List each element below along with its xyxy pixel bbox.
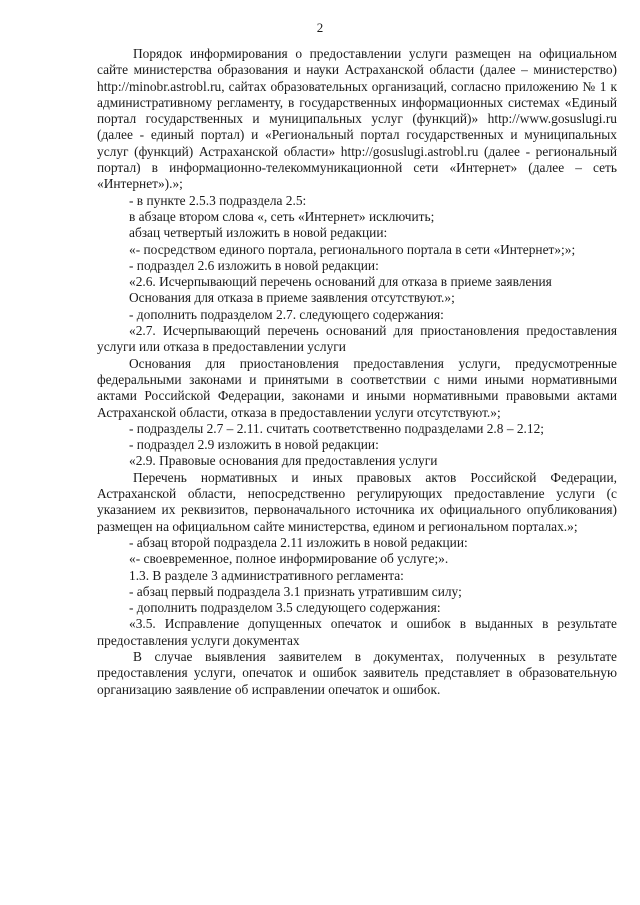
paragraph-2-6-heading: «2.6. Исчерпывающий перечень оснований для отказа в приеме заявления bbox=[129, 274, 552, 290]
paragraph-2-11-quote: «- своевременное, полное информирование об услуге;». bbox=[129, 551, 449, 567]
paragraph-fourth-abzac: абзац четвертый изложить в новой редакции: bbox=[129, 225, 388, 241]
paragraph-section-3: 1.3. В разделе 3 административного регламента: bbox=[129, 567, 404, 583]
paragraph-point-2-5-3: - в пункте 2.5.3 подраздела 2.5: bbox=[129, 192, 307, 208]
paragraph-2-11: - абзац второй подраздела 2.11 изложить в новой редакции: bbox=[129, 534, 468, 550]
paragraph-information-procedure: Порядок информирования о предоставлении услуги размещен на официальном сайте министерства образования и науки Астраханской области (далее – министерство) http://minobr.astrobl.ru, сайтах образовательных организаций, согласно приложению № 1 к административному регламенту, в государственных информационных системах «Единый портал государственных и муниципальных услуг (функций)» http://www.gosuslugi.ru (далее - единый портал) и «Региональный портал государственных и муниципальных услуг (функций) Астраханской области» http://gosuslugi.astrobl.ru (далее - региональный портал) в информационно-телекоммуникационной сети «Интернет» (далее – сеть «Интернет»).»; bbox=[97, 46, 617, 192]
paragraph-second-abzac: в абзаце втором слова «, сеть «Интернет» исключить; bbox=[129, 208, 435, 224]
document-body bbox=[97, 46, 617, 698]
paragraph-subsection-2-9: - подраздел 2.9 изложить в новой редакции: bbox=[129, 437, 379, 453]
paragraph-2-6-body: Основания для отказа в приеме заявления отсутствуют.»; bbox=[129, 290, 455, 306]
paragraph-portal-quote: «- посредством единого портала, регионального портала в сети «Интернет»;»; bbox=[129, 241, 576, 257]
paragraph-renumber: - подразделы 2.7 – 2.11. считать соответственно подразделами 2.8 – 2.12; bbox=[129, 420, 545, 436]
paragraph-2-9-body: Перечень нормативных и иных правовых актов Российской Федерации, Астраханской области, непосредственно регулирующих предоставление услуги (с указанием их реквизитов, первоначального источника их официального опубликования) размещен на официальном сайте министерства, едином и региональном порталах.»; bbox=[97, 469, 617, 534]
paragraph-subsection-2-6: - подраздел 2.6 изложить в новой редакции: bbox=[129, 257, 379, 273]
page-number: 2 bbox=[316, 20, 324, 35]
paragraph-3-5-body: В случае выявления заявителем в документах, полученных в результате предоставления услуги, опечаток и ошибок заявитель представляет в образовательную организацию заявление об исправлении опечаток и ошибок. bbox=[97, 648, 617, 697]
paragraph-3-5-heading: «3.5. Исправление допущенных опечаток и ошибок в выданных в результате предоставления услуги документах bbox=[97, 616, 617, 648]
paragraph-add-3-5: - дополнить подразделом 3.5 следующего содержания: bbox=[129, 600, 441, 616]
paragraph-2-9-heading: «2.9. Правовые основания для предоставления услуги bbox=[129, 453, 438, 469]
paragraph-3-1: - абзац первый подраздела 3.1 признать утратившим силу; bbox=[129, 583, 462, 599]
paragraph-2-7-heading: «2.7. Исчерпывающий перечень оснований для приостановления предоставления услуги или отказа в предоставлении услуги bbox=[97, 323, 617, 355]
paragraph-2-7-body: Основания для приостановления предоставления услуги, предусмотренные федеральными законами и принятыми в соответствии с ними иными нормативными актами Российской Федерации, законами и иными нормативными правовыми актами Астраханской области, отказа в предоставлении услуги отсутствуют.»; bbox=[97, 355, 617, 420]
paragraph-add-2-7: - дополнить подразделом 2.7. следующего содержания: bbox=[129, 306, 444, 322]
